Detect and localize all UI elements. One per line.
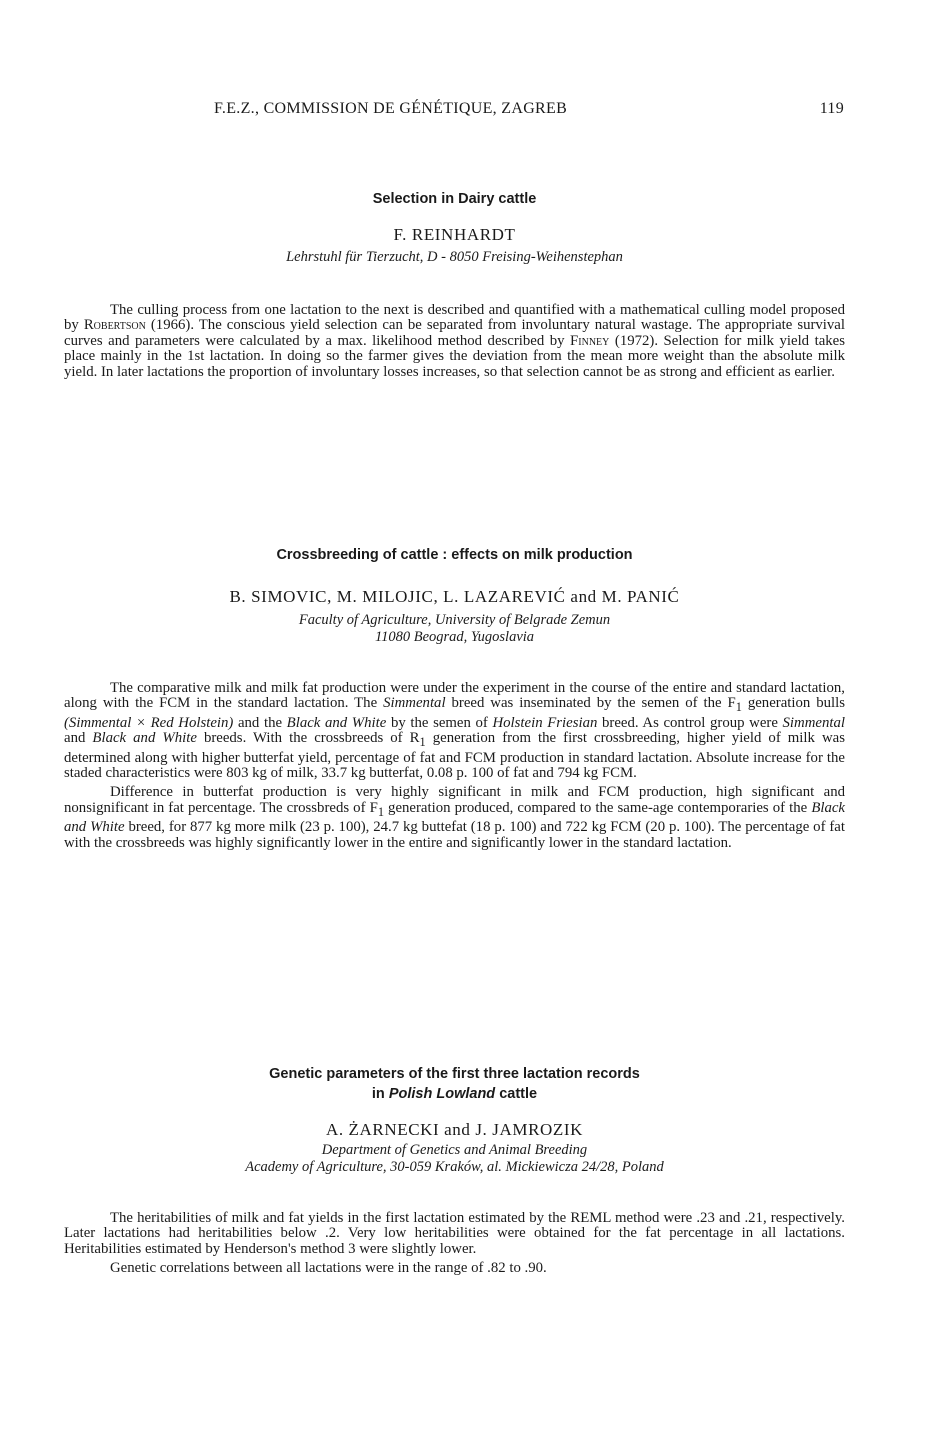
article-crossbreeding-cattle	[64, 545, 845, 851]
article-authors: F. REINHARDT	[393, 225, 516, 244]
author-citation: Finney	[570, 332, 610, 349]
article-abstract	[64, 303, 845, 380]
abstract-paragraph: Genetic correlations between all lactations were in the range of .82 to .90.	[110, 1260, 547, 1277]
author-citation: Robertson	[83, 317, 146, 334]
abstract-paragraph: The comparative milk and milk fat production were under the experiment in the course of the entire and standard lactation, along with the FCM in the standard lactation. The Simmental breed was inseminated by the semen of the $F_1$ generation bulls (Simmental × Red Holstein) and the Black and White by the semen of Holstein Friesian breed. As control group were Simmental and Black and White breeds. With the crossbreeds of $R_1$ generation from the first crossbreeding, higher yield of milk was determined along with higher butterfat yield, percentage of fat and FCM production in standard lactation. Absolute increase for the staded characteristics were 803 kg of milk, 33.7 kg butterfat, 0.08 p. 100 of fat and 794 kg FCM.	[64, 680, 845, 781]
article-genetic-parameters-lactation	[64, 1064, 845, 1277]
article-affiliation: Department of Genetics and Animal Breeding Academy of Agriculture, 30-059 Kraków, al. Mickiewicza 24/28, Poland	[245, 1142, 664, 1175]
abstract-paragraph: Difference in butterfat production is very highly significant in milk and FCM production, high significant and nonsignificant in fat percentage. The crossbreds of $F_1$ generation produced, compared to the same-age contemporaries of the Black and White breed, for 877 kg more milk (23 p. 100), 24.7 kg buttefat (18 p. 100) and 722 kg FCM (20 p. 100). The percentage of fat with the crossbreeds was highly significantly lower in the entire and significantly lower in the standard lactation.	[64, 784, 845, 851]
page-number: 119	[819, 100, 844, 117]
article-abstract	[64, 1211, 845, 1277]
article-abstract	[64, 681, 845, 851]
article-authors: B. SIMOVIC, M. MILOJIC, L. LAZAREVIĆ and M. PANIĆ	[229, 587, 680, 606]
article-title: Genetic parameters of the first three lactation records in Polish Lowland cattle	[269, 1066, 640, 1102]
running-head-text: F.E.Z., COMMISSION DE GÉNÉTIQUE, ZAGREB	[214, 100, 568, 117]
article-authors: A. ŻARNECKI and J. JAMROZIK	[325, 1120, 584, 1139]
article-title: Crossbreeding of cattle : effects on milk production	[276, 547, 633, 563]
article-affiliation: Faculty of Agriculture, University of Belgrade Zemun 11080 Beograd, Yugoslavia	[298, 612, 611, 645]
abstract-paragraph: The culling process from one lactation to the next is described and quantified with a mathematical culling model proposed by Robertson (1966). The conscious yield selection can be separated from involuntary natural wastage. The appropriate survival curves and parameters were calculated by a max. likelihood method described by Finney (1972). Selection for milk yield takes place mainly in the 1st lactation. In doing so the farmer gives the deviation from the mean more weight than the absolute milk yield. In later lactations the proportion of involuntary losses increases, so that selection cannot be as strong and efficient as earlier.	[64, 302, 845, 380]
article-affiliation: Lehrstuhl für Tierzucht, D - 8050 Freising-Weihenstephan	[286, 249, 623, 265]
article-title: Selection in Dairy cattle	[372, 191, 537, 207]
article-selection-dairy-cattle	[64, 189, 845, 380]
abstract-paragraph: The heritabilities of milk and fat yields in the first lactation estimated by the REML method were .23 and .21, respectively. Later lactations had heritabilities below .2. Very low heritabilities were obtained for the fat percentage in all lactations. Heritabilities estimated by Henderson's method 3 were slightly lower.	[64, 1210, 845, 1257]
